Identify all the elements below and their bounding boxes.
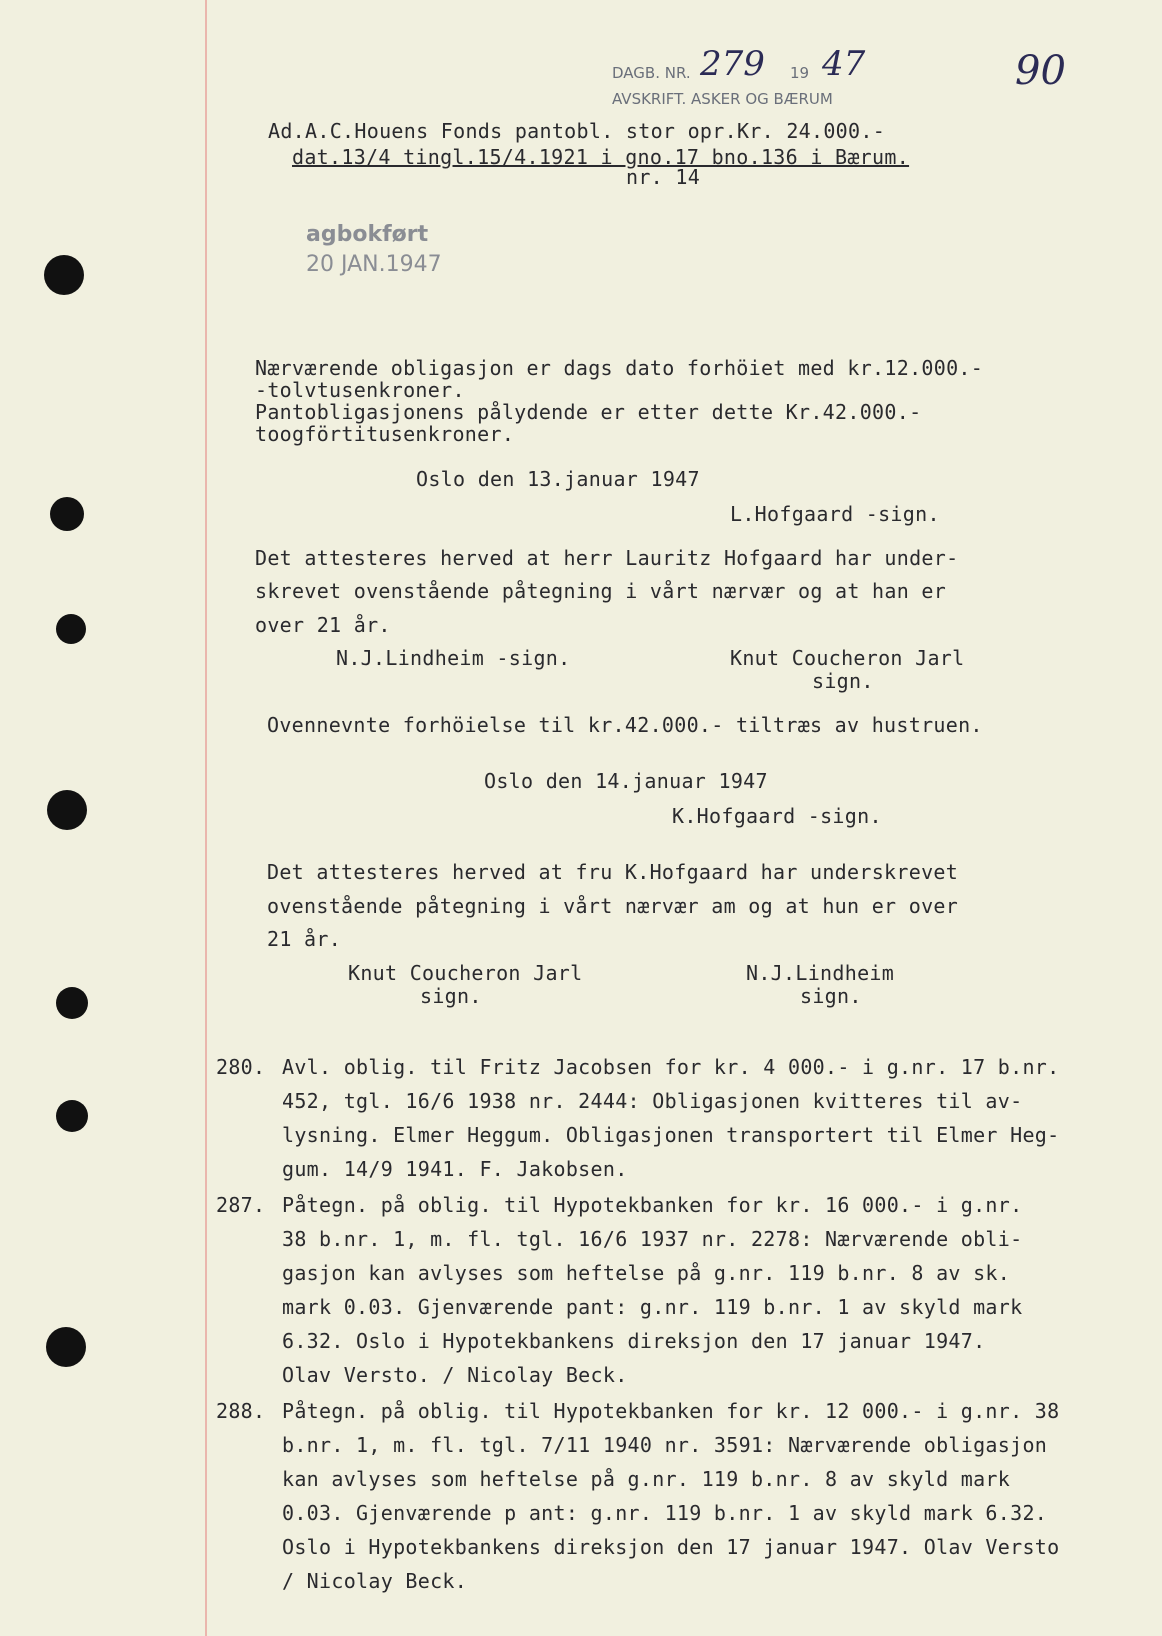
punch-hole bbox=[47, 790, 87, 830]
punch-hole bbox=[46, 1327, 86, 1367]
body-line: 21 år. bbox=[267, 927, 342, 951]
stamp-avskrift: AVSKRIFT. ASKER OG BÆRUM bbox=[612, 90, 833, 108]
body-line: Knut Coucheron Jarl bbox=[348, 961, 583, 985]
body-line: sign. bbox=[800, 984, 862, 1008]
entry-line: gum. 14/9 1941. F. Jakobsen. bbox=[282, 1157, 628, 1181]
entry-line: 452, tgl. 16/6 1938 nr. 2444: Obligasjonen kvitteres til av- bbox=[282, 1089, 1023, 1113]
entry-line: 6.32. Oslo i Hypotekbankens direksjon den 17 januar 1947. bbox=[282, 1329, 986, 1353]
entry-line: / Nicolay Beck. bbox=[282, 1569, 468, 1593]
body-line: Det attesteres herved at herr Lauritz Hofgaard har under- bbox=[255, 546, 959, 570]
body-line: K.Hofgaard -sign. bbox=[672, 804, 882, 828]
dagbok-stamp-date: 20 JAN.1947 bbox=[306, 252, 442, 277]
body-line: sign. bbox=[812, 669, 874, 693]
entry-line: kan avlyses som heftelse på g.nr. 119 b.nr. 8 av skyld mark bbox=[282, 1467, 1011, 1491]
entry-line: b.nr. 1, m. fl. tgl. 7/11 1940 nr. 3591: Nærværende obligasjon bbox=[282, 1433, 1048, 1457]
handwritten-journal-number: 279 bbox=[700, 44, 765, 84]
entry-number: 287. bbox=[216, 1193, 266, 1217]
body-line: -tolvtusenkroner. bbox=[255, 378, 465, 402]
body-line: Oslo den 14.januar 1947 bbox=[484, 769, 768, 793]
punch-hole bbox=[44, 255, 84, 295]
body-line: Det attesteres herved at fru K.Hofgaard har underskrevet bbox=[267, 860, 959, 884]
punch-hole bbox=[56, 614, 86, 644]
body-line: N.J.Lindheim bbox=[746, 961, 895, 985]
punch-hole bbox=[56, 1100, 88, 1132]
stamp-year-prefix: 19 bbox=[790, 64, 810, 82]
page-number: 90 bbox=[1015, 48, 1066, 94]
entry-number: 288. bbox=[216, 1399, 266, 1423]
body-line: over 21 år. bbox=[255, 613, 391, 637]
body-line: sign. bbox=[420, 984, 482, 1008]
entry-line: mark 0.03. Gjenværende pant: g.nr. 119 b.nr. 1 av skyld mark bbox=[282, 1295, 1023, 1319]
entry-line: lysning. Elmer Heggum. Obligasjonen transportert til Elmer Heg- bbox=[282, 1123, 1060, 1147]
entry-line: Avl. oblig. til Fritz Jacobsen for kr. 4 000.- i g.nr. 17 b.nr. bbox=[282, 1055, 1060, 1079]
body-line: L.Hofgaard -sign. bbox=[730, 502, 940, 526]
punch-hole bbox=[50, 497, 84, 531]
body-line: Oslo den 13.januar 1947 bbox=[416, 467, 700, 491]
title-line: Ad.A.C.Houens Fonds pantobl. stor opr.Kr. 24.000.- bbox=[268, 119, 886, 143]
body-line: Knut Coucheron Jarl bbox=[730, 646, 965, 670]
entry-number: 280. bbox=[216, 1055, 266, 1079]
title-line: nr. 14 bbox=[626, 165, 701, 189]
entry-line: 38 b.nr. 1, m. fl. tgl. 16/6 1937 nr. 2278: Nærværende obli- bbox=[282, 1227, 1023, 1251]
dagbok-stamp-label: agbokført bbox=[306, 222, 429, 247]
entry-line: Oslo i Hypotekbankens direksjon den 17 januar 1947. Olav Versto bbox=[282, 1535, 1060, 1559]
punch-hole bbox=[56, 987, 88, 1019]
entry-line: Påtegn. på oblig. til Hypotekbanken for kr. 12 000.- i g.nr. 38 bbox=[282, 1399, 1060, 1423]
margin-rule bbox=[205, 0, 207, 1636]
body-line: toogförtitusenkroner. bbox=[255, 422, 515, 446]
body-line: Ovennevnte forhöielse til kr.42.000.- tiltræs av hustruen. bbox=[267, 713, 983, 737]
body-line: Pantobligasjonens pålydende er etter dette Kr.42.000.- bbox=[255, 400, 922, 424]
body-line: skrevet ovenstående påtegning i vårt nærvær og at han er bbox=[255, 579, 947, 603]
stamp-dagb: DAGB. NR. bbox=[612, 64, 691, 82]
title-line: dat.13/4 tingl.15/4.1921 i gno.17 bno.136 i Bærum. bbox=[292, 145, 910, 169]
entry-line: Påtegn. på oblig. til Hypotekbanken for kr. 16 000.- i g.nr. bbox=[282, 1193, 1023, 1217]
body-line: Nærværende obligasjon er dags dato forhöiet med kr.12.000.- bbox=[255, 356, 984, 380]
entry-line: gasjon kan avlyses som heftelse på g.nr. 119 b.nr. 8 av sk. bbox=[282, 1261, 1011, 1285]
body-line: N.J.Lindheim -sign. bbox=[336, 646, 571, 670]
entry-line: 0.03. Gjenværende p ant: g.nr. 119 b.nr. 1 av skyld mark 6.32. bbox=[282, 1501, 1048, 1525]
entry-line: Olav Versto. / Nicolay Beck. bbox=[282, 1363, 628, 1387]
body-line: ovenstående påtegning i vårt nærvær am og at hun er over bbox=[267, 894, 959, 918]
handwritten-year: 47 bbox=[822, 44, 866, 84]
